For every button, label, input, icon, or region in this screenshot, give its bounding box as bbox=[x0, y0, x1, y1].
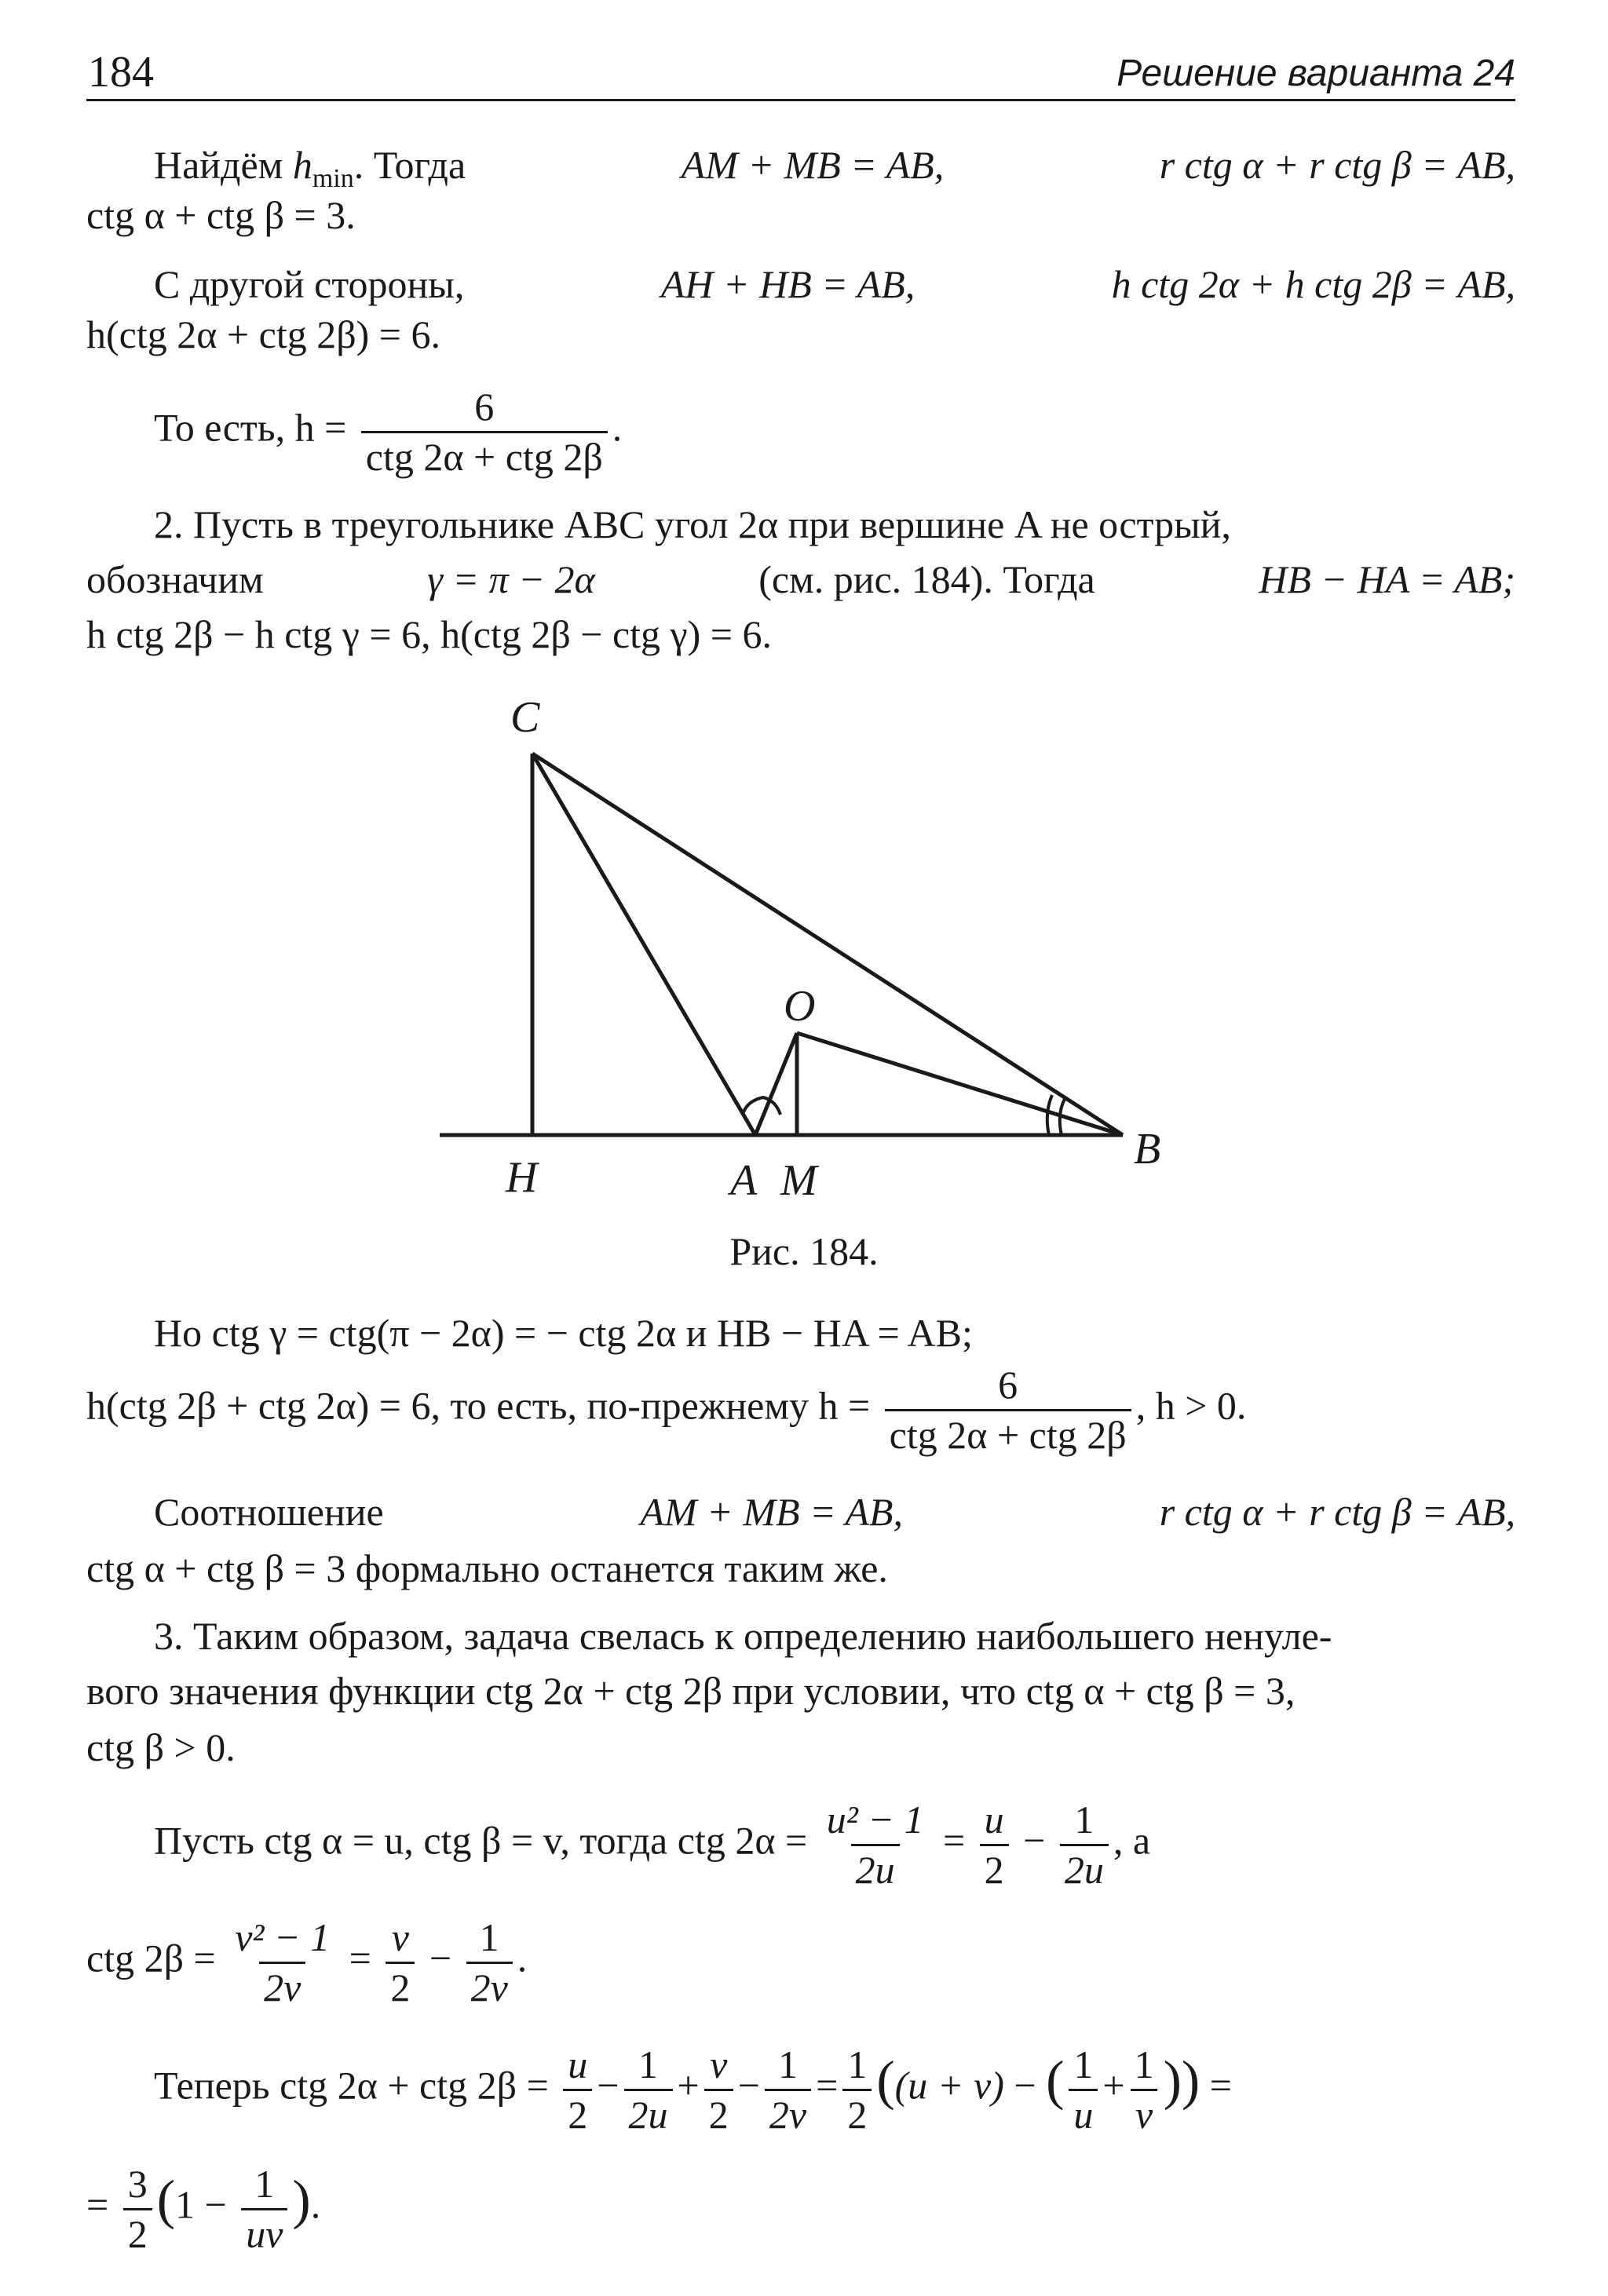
denominator: 2v bbox=[259, 1962, 305, 2009]
denominator: 2 bbox=[980, 1844, 1009, 1891]
text: . Тогда bbox=[353, 143, 466, 187]
math: r ctg α + r ctg β = AB, bbox=[1159, 143, 1515, 187]
numerator: 1 bbox=[638, 2042, 658, 2086]
text-line-9: Но ctg γ = ctg(π − 2α) = − ctg 2α и HB − HA = AB; bbox=[154, 1311, 973, 1355]
math: h bbox=[292, 143, 312, 187]
denominator: 2 bbox=[386, 1962, 415, 2009]
fraction bbox=[123, 2163, 152, 2254]
segment-OB bbox=[797, 1033, 1123, 1135]
figure-caption: Рис. 184. bbox=[729, 1229, 879, 1273]
text-line-19 bbox=[86, 2163, 1515, 2254]
text: Найдём bbox=[154, 143, 283, 187]
math: h ctg 2α + h ctg 2β = AB, bbox=[1111, 262, 1515, 306]
operator: = bbox=[86, 2182, 109, 2227]
denominator: ctg 2α + ctg 2β bbox=[885, 1409, 1131, 1456]
operator: − bbox=[429, 1936, 452, 1980]
math: (u + v) bbox=[894, 2063, 1004, 2108]
text-line-18: Теперь ctg 2α + ctg 2β = $\frac{u}{2}$ − $\frac{1}{2u}$ + $\frac{v}{2}$ − $\frac{1}{2v}$ = $\frac{1}{2}$ ((u + v) − ( $\frac{1}{u}$ + $\frac{1}{v}$ )) = bbox=[154, 2042, 1232, 2137]
numerator: 6 bbox=[474, 385, 495, 429]
paren: ) bbox=[292, 2170, 311, 2231]
text-line-10 bbox=[86, 1364, 1515, 1455]
operator: = bbox=[349, 1936, 371, 1980]
text: Пусть ctg α = u, ctg β = v, тогда ctg 2α = bbox=[154, 1818, 808, 1863]
text: ctg 2β = bbox=[86, 1936, 216, 1980]
denominator: uv bbox=[241, 2208, 287, 2255]
math: AM + MB = AB, bbox=[681, 143, 945, 187]
math: AH + HB = AB, bbox=[660, 262, 915, 306]
numerator: 1 bbox=[1074, 1798, 1095, 1842]
operator: − bbox=[1023, 1818, 1046, 1863]
fraction bbox=[765, 2044, 811, 2135]
text-line-4: h(ctg 2α + ctg 2β) = 6. bbox=[86, 312, 441, 356]
fraction bbox=[704, 2044, 733, 2135]
angle-arc-A bbox=[743, 1097, 780, 1115]
label-O: O bbox=[784, 982, 816, 1031]
fraction bbox=[624, 2044, 673, 2135]
text: , а bbox=[1113, 1818, 1151, 1863]
label-C: C bbox=[510, 693, 540, 742]
numerator: v bbox=[391, 1915, 409, 1959]
denominator: 2v bbox=[765, 2089, 811, 2136]
paren: )) bbox=[1163, 2050, 1201, 2112]
text: обозначим bbox=[86, 557, 264, 601]
numerator: 1 bbox=[847, 2042, 868, 2086]
denominator: 2u bbox=[1060, 1844, 1109, 1891]
numerator: 3 bbox=[127, 2162, 148, 2206]
denominator: 2 bbox=[842, 2089, 872, 2136]
text-line-12: ctg α + ctg β = 3 формально останется таким же. bbox=[86, 1546, 888, 1590]
numerator: u² − 1 bbox=[826, 1798, 924, 1842]
subscript: min bbox=[312, 164, 354, 193]
text: , h > 0. bbox=[1135, 1383, 1247, 1428]
fraction bbox=[563, 2044, 592, 2135]
text-line-14: вого значения функции ctg 2α + ctg 2β при условии, что ctg α + ctg β = 3, bbox=[86, 1669, 1296, 1713]
text-line-11 bbox=[86, 1487, 1515, 1537]
fraction bbox=[466, 1917, 513, 2008]
label-H: H bbox=[506, 1153, 538, 1202]
denominator: 2v bbox=[466, 1962, 513, 2009]
numerator: 1 bbox=[479, 1915, 499, 1959]
page-number: 184 bbox=[88, 48, 154, 97]
text: С другой стороны, bbox=[154, 262, 465, 306]
text: (см. рис. 184). Тогда bbox=[758, 557, 1095, 601]
fraction bbox=[1060, 1799, 1109, 1890]
numerator: u bbox=[568, 2042, 588, 2086]
fraction bbox=[980, 1799, 1009, 1890]
math: γ = π − 2α bbox=[427, 557, 595, 601]
numerator: v² − 1 bbox=[235, 1915, 331, 1959]
label-A: A bbox=[730, 1156, 758, 1205]
denominator: ctg 2α + ctg 2β bbox=[361, 431, 608, 478]
math: HB − HA = AB; bbox=[1259, 557, 1515, 601]
text-line-2: ctg α + ctg β = 3. bbox=[86, 193, 356, 237]
fraction bbox=[230, 1917, 334, 2008]
fraction bbox=[1130, 2044, 1159, 2135]
numerator: v bbox=[710, 2042, 728, 2086]
label-M: M bbox=[780, 1156, 817, 1205]
numerator: 1 bbox=[1134, 2042, 1154, 2086]
math: r ctg α + r ctg β = AB, bbox=[1159, 1490, 1515, 1534]
denominator: v bbox=[1131, 2089, 1157, 2136]
fraction bbox=[241, 2163, 287, 2254]
denominator: 2 bbox=[704, 2089, 733, 2136]
text: То есть, h = bbox=[154, 405, 347, 450]
math: AM + MB = AB, bbox=[640, 1490, 903, 1534]
fraction bbox=[1069, 2044, 1098, 2135]
text-line-17 bbox=[86, 1917, 1515, 2008]
denominator: 2u bbox=[851, 1844, 900, 1891]
denominator: 2 bbox=[123, 2208, 152, 2255]
text: Теперь ctg 2α + ctg 2β = bbox=[154, 2063, 549, 2108]
numerator: 1 bbox=[254, 2162, 275, 2206]
fraction bbox=[842, 2044, 872, 2135]
text: 1 − bbox=[175, 2182, 227, 2227]
paren: ( bbox=[876, 2050, 895, 2112]
text-line-15: ctg β > 0. bbox=[86, 1725, 236, 1769]
paren: ( bbox=[1046, 2050, 1065, 2112]
segment-AO bbox=[755, 1033, 797, 1135]
text: . bbox=[517, 1936, 528, 1980]
side-CB bbox=[532, 754, 1123, 1135]
running-title: Решение варианта 24 bbox=[1116, 53, 1515, 94]
text: Соотношение bbox=[154, 1490, 384, 1534]
fraction bbox=[822, 1799, 929, 1890]
angle-arc-B1 bbox=[1047, 1095, 1052, 1135]
denominator: 2 bbox=[563, 2089, 592, 2136]
numerator: 1 bbox=[1073, 2042, 1094, 2086]
text-line-13: 3. Таким образом, задача свелась к определению наибольшего ненуле- bbox=[154, 1614, 1332, 1658]
text-line-16 bbox=[86, 1799, 1515, 1890]
denominator: 2u bbox=[624, 2089, 673, 2136]
text: h(ctg 2β + ctg 2α) = 6, то есть, по-прежнему h = bbox=[86, 1383, 871, 1428]
text: . bbox=[612, 405, 623, 450]
numerator: u bbox=[984, 1798, 1004, 1842]
text-line-8: h ctg 2β − h ctg γ = 6, h(ctg 2β − ctg γ) = 6. bbox=[86, 612, 772, 656]
text: . bbox=[310, 2182, 321, 2227]
side-CA bbox=[532, 754, 755, 1135]
numerator: 1 bbox=[778, 2042, 798, 2086]
fraction bbox=[386, 1917, 415, 2008]
operator: = bbox=[1209, 2063, 1232, 2108]
label-B: B bbox=[1134, 1125, 1161, 1174]
denominator: u bbox=[1069, 2089, 1098, 2136]
paren: ( bbox=[156, 2170, 176, 2231]
numerator: 6 bbox=[998, 1363, 1018, 1407]
fraction bbox=[885, 1364, 1131, 1455]
text-line-6: 2. Пусть в треугольнике ABC угол 2α при вершине A не острый, bbox=[154, 502, 1231, 546]
operator: = bbox=[942, 1818, 966, 1863]
